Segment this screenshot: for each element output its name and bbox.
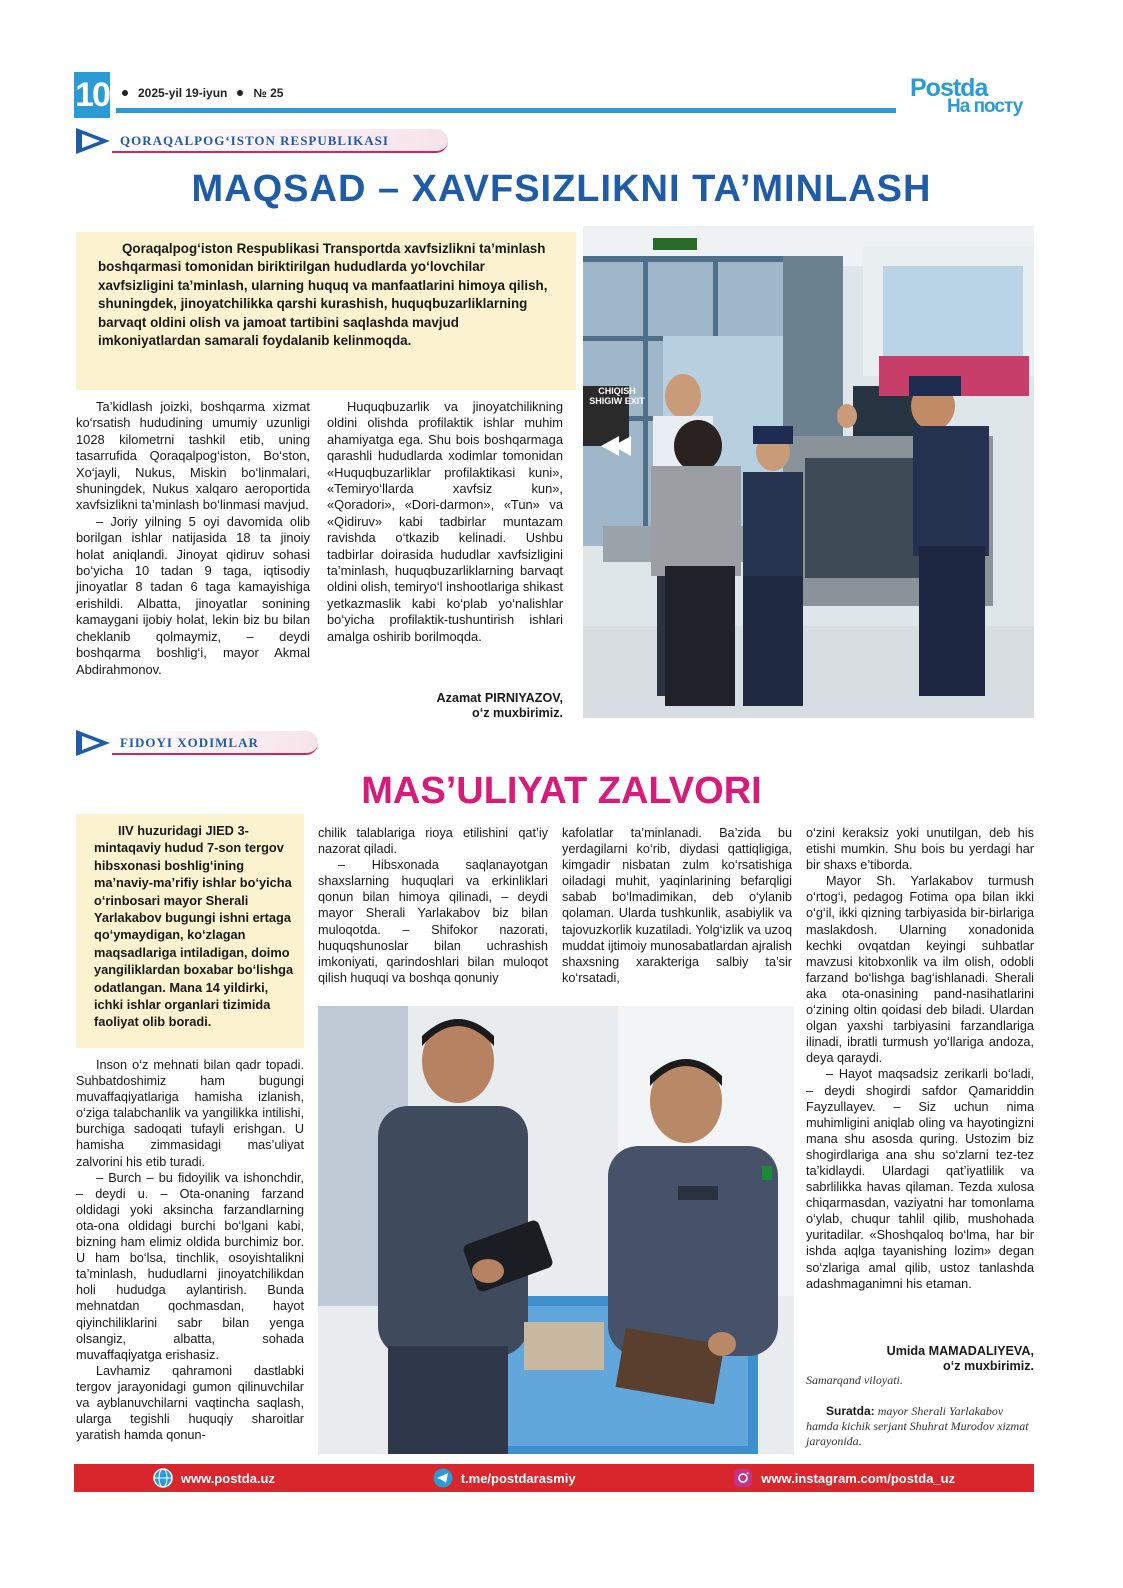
telegram-icon [433,1468,453,1488]
page-number: 10 [74,72,110,118]
issue-date: 2025-yil 19-iyun [138,86,228,100]
article2-col4-p1: o‘zini keraksiz yoki unutilgan, deb his etishi mumkin. Shu bois bu yerdagi har bir shaxs e’tiborda. [806,826,1034,873]
article2-col3-p1: kafolatlar ta’minlanadi. Ba’zida bu yerdagilarni ko‘rib, diydasi qattiqligiga, kimgadir nisbatan zulm ko‘rsatishiga oiladagi muhit, yaqinlarining befarqligi sabab bo‘lmadimikan, deb o‘ylanib qolaman. Ularda tushkunlik, asabiylik va tajovuzkorlik kuzatiladi. Yolg‘izlik va uzoq muddat ijtimoiy munosabatlardan ajralish shaxsning xarakteriga salbiy ta’sir ko‘rsatadi, [562,826,792,985]
article2-col3 [562,825,792,986]
article1-col1-p1: Ta’kidlash joizki, boshqarma xizmat ko‘rsatish hududining umumiy uzunligi 1028 kilometrni tashkil etib, uning tasarrufida Qoraqalpog‘iston, Bo‘ston, Xo‘jayli, Nukus, Miskin bo‘linmalari, shuningdek, Nukus xalqaro aeroportida xavfsizlikni ta’minlash bo‘linmasi mavjud. [76,399,310,513]
footer-instagram-link[interactable]: www.instagram.com/postda_uz [761,1470,956,1486]
footer-telegram-link[interactable]: t.me/postdarasmiy [460,1470,576,1486]
footer-telegram[interactable] [433,1468,576,1488]
rubric-fidoyi [74,728,318,758]
rubric-arrow-icon [74,728,112,758]
article2-author-role: o‘z muxbirimiz. [943,1359,1034,1373]
officers-photo [318,1006,794,1454]
article2-col2 [318,825,548,986]
article2-author: Umida MAMADALIYEVA, [886,1344,1034,1358]
article2-col4-p3: – Hayot maqsadsiz zerikarli bo‘ladi, – deydi shogirdi safdor Qamariddin Fayzullayev. – Siz uchun nima muhimligini aniqlab oling va hayotingizni mana shu asosda quring. Ustozim biz shogirdlariga ana shu so‘zlarni tez-tez ta’kidlaydi. Ulardagi qat’iyatlilik va sabrlilikka havas qilaman. Tezda xulosa chiqarmasdan, vaziyatni har tomonlama o‘ylab, chuqur tahlil qilib, mushohada yuritadilar. «Shoshqaloq bo‘lma, har bir ishda aqlga tayanishing lozim» degan so‘zlariga amal qilib, ustoz tanlashda adashmaganimni his etaman. [806,1067,1034,1291]
article2-col4-p2: Mayor Sh. Yarlakabov turmush o‘rtog‘i, pedagog Fotima opa bilan ikki o‘g‘il, ikki qizning tarbiyasida bir-birlariga maslakdosh. Ularning xonadonida kechki ovqatdan keyingi suhbatlar mavzusi kitobxonlik va ilm olish, odobli farzand bo‘lishga bag‘ishlanadi. Sherali aka ota-onasining pand-nasihatlarini o‘zining oltin qoidasi deb biladi. Ulardan olgan yaxshi tarbiyasini farzandlariga ilinadi, ibratli turmush yo‘llariga andoza, deya qaraydi. [806,874,1034,1066]
logo-na-postu: На посту [947,96,1023,117]
article1-col2-p1: Huquqbuzarlik va jinoyatchilikning oldini olishda profilaktik ishlar muhim ahamiyatga ega. Shu bois boshqarmaga qarashli hududlarda xodimlar tomonidan «Huquqbuzarliklar profilaktikasi kuni», «Temiryo‘llarda xavfsiz kun», «Qoradori», «Dori-darmon», «Tun» va «Qidiruv» kabi tadbirlar muntazam ravishda o‘tkazib kelinadi. Ushbu tadbirlar doirasida hududlar xavfsizligini ta’minlash, huquqbuzarliklarning barvaqt oldini olish, temiryo‘l inshootlariga shikast yetkazmaslik kabi ko‘plab yo‘nalishlar bo‘yicha profilaktik-tushuntirish ishlari amalga oshirib borilmoqda. [327,399,563,644]
rubric-label: FIDOYI XODIMLAR [112,731,318,755]
article1-col1-p2: – Joriy yilning 5 oyi davomida olib borilgan ishlar natijasida 18 ta jinoiy holat aniqlandi. Jinoyat qidiruv sohasi bo‘yicha 10 tadan 9 taga, iqtisodiy jinoyatlar 8 tadan 6 taga kamayishiga erishildi. Albatta, jinoyatlar sonining kamaygani ijobiy holat, lekin biz bu bilan cheklanib qolmaymiz, – deydi boshqarma boshlig‘i, mayor Akmal Abdirahmonov. [76,513,310,677]
rubric-arrow-icon [74,126,112,156]
issue-info [122,86,283,100]
article2-title: MAS’ULIYAT ZALVORI [361,770,762,812]
footer-web-link[interactable]: www.postda.uz [180,1470,275,1486]
article1-signature [327,691,563,721]
article2-col1 [76,1057,304,1443]
article2-place: Samarqand viloyati. [806,1373,903,1387]
header-rule [116,108,896,113]
article2-col1-p3: Lavhamiz qahramoni dastlabki tergov jarayonidagi gumon qilinuvchilar va ayblanuvchilarni vaqtincha saqlash, ularga tegishli huquqiy sharoitlar yaratish hamda qonun- [76,1363,304,1443]
logo-postda: Postda [910,74,988,102]
article2-lead-text: IIV huzuridagi JIED 3-mintaqaviy hudud 7-son tergov hibsxonasi boshlig‘ining ma’naviy-ma’rifiy ishlar bo‘yicha o‘rinbosari mayor Sherali Yarlakabov bugungi ishni ertaga qo‘ymaydigan, ko‘zlagan maqsadlariga intiladigan, doimo yangiliklardan boxabar bo‘lishga odatlangan. Mana 14 yildirki, ichki ishlar organlari tizimida faoliyat olib boradi. [94,823,294,1030]
article2-col2-p2: – Hibsxonada saqlanayotgan shaxslarning huquqlari va erkinliklari qonun bilan himoya qilinadi, – deydi mayor Sherali Yarlakabov biz bilan muloqotda. – Shifokor nazorati, huquqshunoslar bilan uchrashish imkoniyati, qarindoshlari bilan muloqot qilish huquqi va boshqa qonuniy [318,858,548,985]
article1-author: Azamat PIRNIYAZOV, [436,691,563,705]
footer-instagram[interactable] [733,1468,955,1488]
footer-web[interactable] [153,1468,275,1488]
checkpoint-photo [583,226,1034,718]
rubric-label: QORAQALPOG‘ISTON RESPUBLIKASI [112,129,448,153]
bullet-icon [237,90,243,96]
article1-lead-text: Qoraqalpog‘iston Respublikasi Transportda xavfsizlikni ta’minlash boshqarmasi tomonidan biriktirilgan hududlarda yo‘lovchilar xavfsizligini ta’minlash, ularning huquq va manfaatlarini himoya qilish, shuningdek, jinoyatchilikka qarshi kurashish, huquqbuzarliklarning barvaqt oldini olish va jamoat tartibini saqlashda mavjud imkoniyatlardan samarali foydalanib kelinmoqda. [98,241,548,349]
rubric-qoraqalpogiston [74,126,448,156]
bullet-icon [122,90,128,96]
footer-bar [74,1464,1034,1492]
issue-number: № 25 [253,86,284,100]
article2-col4 [806,825,1034,1292]
article1-col2 [327,399,563,645]
article2-lead [76,814,304,1048]
article1-col1 [76,399,310,678]
article1-lead [76,232,576,390]
officers-illustration [318,1006,794,1454]
globe-icon [153,1468,173,1488]
article1-author-role: o‘z muxbirimiz. [472,706,563,720]
caption-text: mayor Sherali Yarlakabov hamda kichik serjant Shuhrat Murodov xizmat jarayonida. [806,1404,1029,1448]
article2-col1-p2: – Burch – bu fidoyilik va ishonchdir, – deydi u. – Ota-onaning farzand oldidagi yoki aksincha farzandlarning ota-ona oldidagi burchi bo‘lgani kabi, bizning ham elimiz oldida burchimiz bor. U ham bo‘lsa, tinchlik, osoyishtalikni ta’minlash, hududlarni jinoyatchilikdan holi hududga aylantirish. Bunda mehnatdan qochmasdan, hayot qiyinchiliklarini sabr bilan yenga olsangiz, albatta, sohada muvaffaqiyatga erishasiz. [76,1170,304,1362]
checkpoint-illustration [583,226,1034,718]
instagram-icon [733,1468,753,1488]
caption-label: Suratda: [826,1404,875,1418]
article2-col1-p1: Inson o‘z mehnati bilan qadr topadi. Suhbatdoshimiz ham bugungi muvaffaqiyatlariga hamisha izlanish, o‘ziga talabchanlik va yangilikka intilishi, burchiga sadoqati tufayli erishgan. U hamisha zimmasidagi mas’uliyat zalvorini his etib turadi. [76,1058,304,1169]
article2-signature [806,1344,1034,1374]
article1-title: MAQSAD – XAVFSIZLIKNI TA’MINLASH [191,168,932,210]
photo-caption [806,1404,1034,1449]
article2-col2-p1: chilik talablariga rioya etilishini qat’iy nazorat qiladi. [318,826,548,857]
exit-sign-text: CHIQISH SHIGIW EXIT [589,386,645,406]
